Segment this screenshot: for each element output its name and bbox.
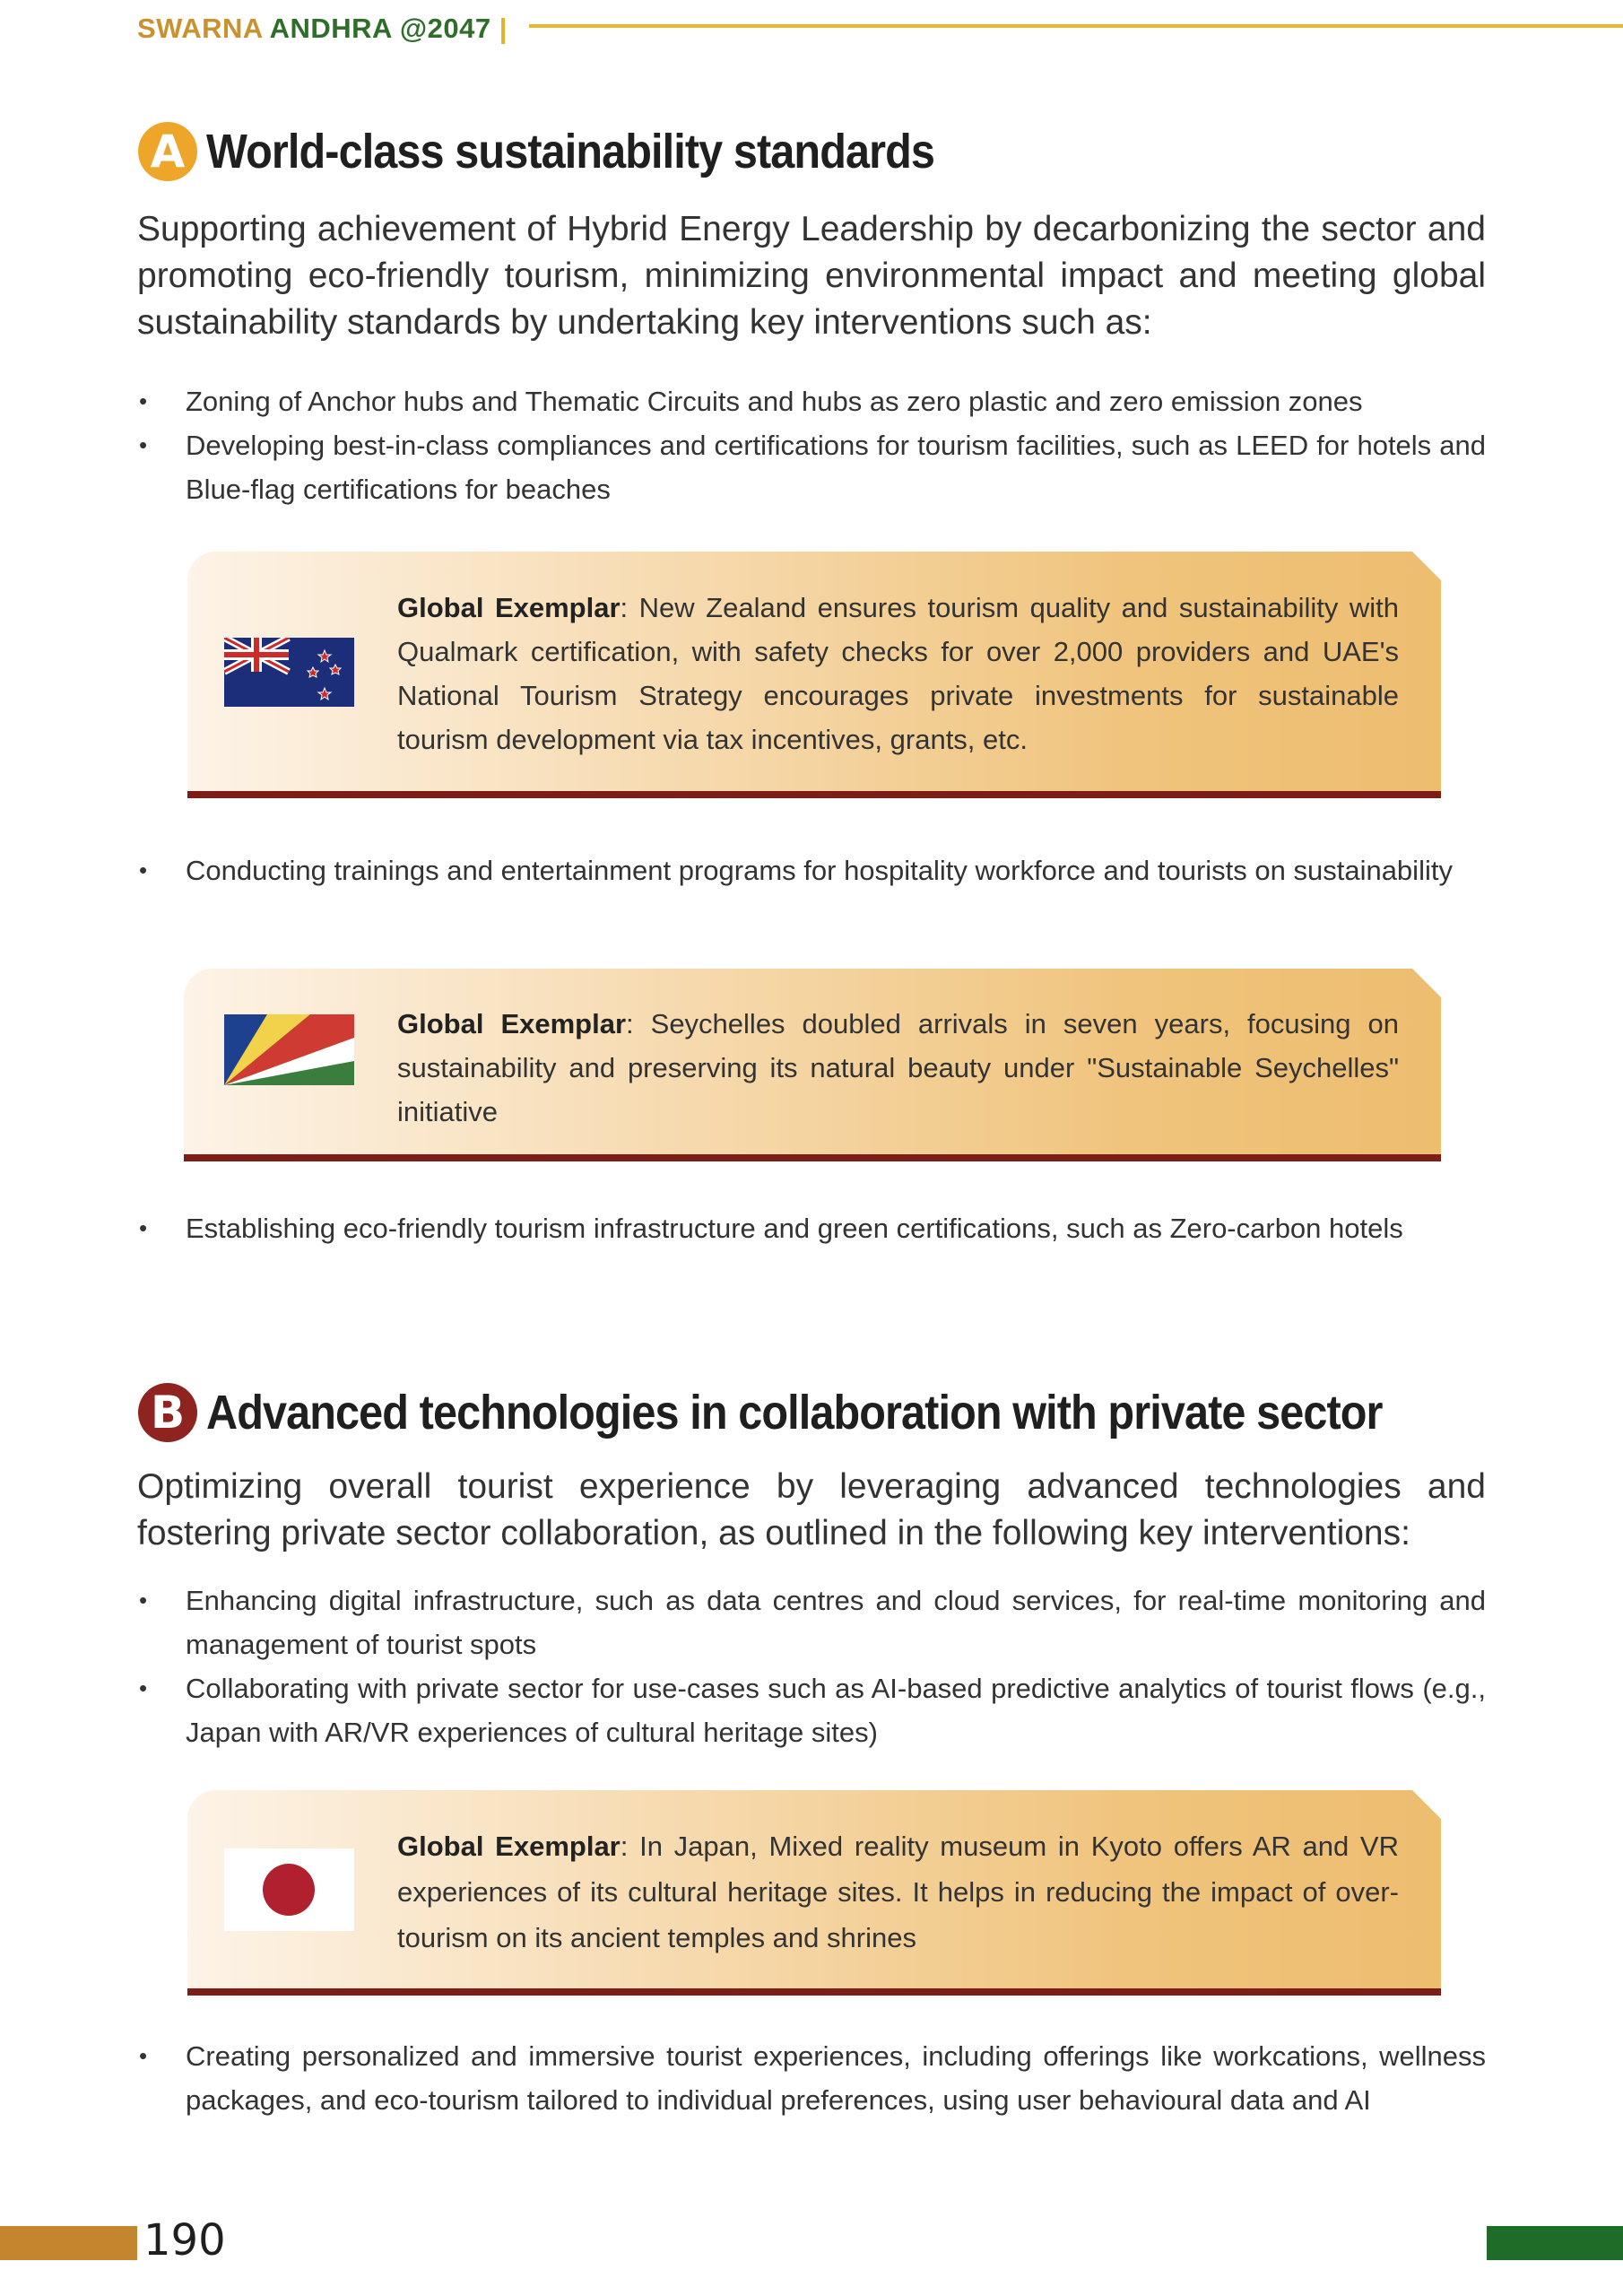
exemplar-box-rule — [187, 791, 1441, 798]
section-b-intro: Optimizing overall tourist experience by leveraging advanced technologies and fostering private sector collaboration, as outlined in the following key interventions: — [137, 1467, 1486, 1552]
header-word-andhra: ANDHRA — [269, 13, 392, 44]
list-item: • Zoning of Anchor hubs and Thematic Circuits and hubs as zero plastic and zero emission zones — [137, 379, 1486, 423]
header-word-year: @2047 — [399, 13, 491, 44]
exemplar-label: Global Exemplar — [397, 1831, 621, 1862]
running-header — [137, 13, 508, 45]
section-b-badge: B — [138, 1383, 197, 1442]
list-item: • Establishing eco-friendly tourism infrastructure and green certifications, such as Zero-carbon hotels — [137, 1206, 1486, 1250]
list-item: • Conducting trainings and entertainment programs for hospitality workforce and tourists on sustainability — [137, 848, 1486, 892]
section-a-bullet-list-3 — [137, 1206, 1486, 1250]
section-a-bullet-list-2 — [137, 848, 1486, 892]
new-zealand-flag-icon — [224, 638, 354, 707]
footer-bar-left — [0, 2226, 137, 2260]
exemplar-body: : In Japan, Mixed reality museum in Kyoto offers AR and VR experiences of its cultural heritage sites. It helps in reducing the impact of over-tourism on its ancient temples and shrines — [397, 1831, 1399, 1953]
section-b-bullet-list-2 — [137, 2034, 1486, 2122]
exemplar-body: : Seychelles doubled arrivals in seven years, focusing on sustainability and preserving its natural beauty under "Sustainable Seychelles" initiative — [397, 1008, 1400, 1127]
exemplar-body: : New Zealand ensures tourism quality and sustainability with Qualmark certification, with safety checks for over 2,000 providers and UAE's National Tourism Strategy encourages private investments for sustainable tourism development via tax incentives, grants, etc. — [397, 592, 1399, 755]
section-a-badge: A — [138, 122, 197, 181]
exemplar-label: Global Exemplar — [397, 1008, 627, 1039]
japan-flag-icon — [224, 1848, 354, 1931]
header-word-swarna: SWARNA — [137, 13, 263, 44]
list-item: • Creating personalized and immersive tourist experiences, including offerings like workcations, wellness packages, and eco-tourism tailored to individual preferences, using user behavioural data and AI — [137, 2034, 1486, 2122]
footer-bar-right — [1487, 2226, 1623, 2260]
page-number: 190 — [143, 2215, 226, 2266]
section-b-heading — [138, 1383, 1513, 1442]
section-b-title: Advanced technologies in collaboration with private sector — [206, 1386, 1383, 1439]
header-rule — [529, 24, 1623, 28]
seychelles-flag-icon — [224, 1014, 354, 1085]
list-item: • Developing best-in-class compliances and certifications for tourism facilities, such as LEED for hotels and Blue-flag certifications for beaches — [137, 423, 1486, 511]
section-a-title: World-class sustainability standards — [206, 125, 935, 178]
header-separator: | — [499, 13, 508, 44]
exemplar-text-japan — [397, 1823, 1399, 1961]
list-item: • Collaborating with private sector for use-cases such as AI-based predictive analytics of tourist flows (e.g., Japan with AR/VR experiences of cultural heritage sites) — [137, 1666, 1486, 1754]
section-a-intro: Supporting achievement of Hybrid Energy Leadership by decarbonizing the sector and promoting eco-friendly tourism, minimizing environmental impact and meeting global sustainability standards by undertaking key interventions such as: — [137, 210, 1486, 342]
exemplar-label: Global Exemplar — [397, 592, 621, 623]
exemplar-text-seychelles — [397, 1002, 1399, 1134]
exemplar-box-rule — [187, 1988, 1441, 1996]
list-item: • Enhancing digital infrastructure, such as data centres and cloud services, for real-time monitoring and management of tourist spots — [137, 1578, 1486, 1666]
section-a-bullet-list-1 — [137, 379, 1486, 511]
exemplar-text-new-zealand — [397, 586, 1399, 761]
exemplar-box-rule — [184, 1154, 1441, 1161]
section-b-bullet-list-1 — [137, 1578, 1486, 1754]
section-a-heading — [138, 122, 1015, 181]
